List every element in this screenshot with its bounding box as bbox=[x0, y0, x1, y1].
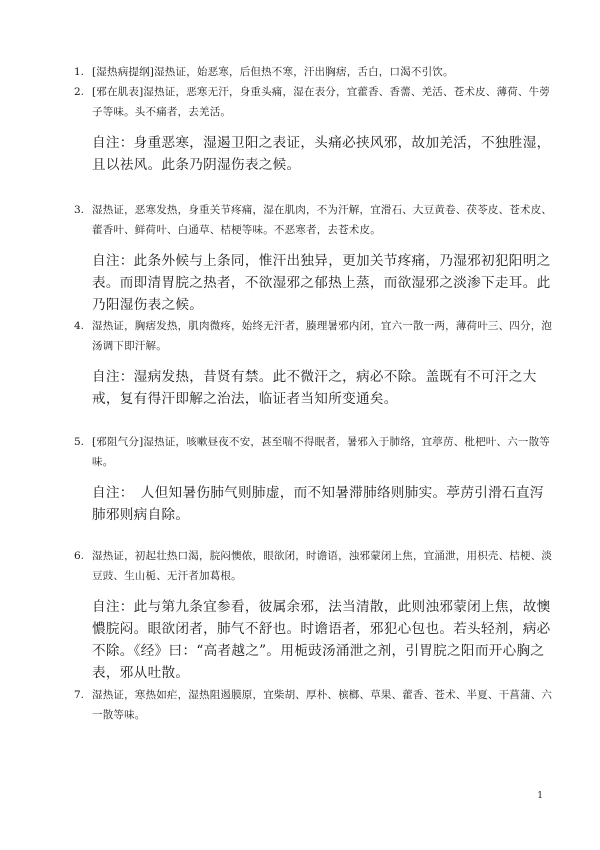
entry-text: [湿热病提纲]湿热证，始恶寒，后但热不寒，汗出胸痞，舌白，口渴不引饮。 bbox=[92, 66, 454, 78]
entry-number: 3. bbox=[74, 204, 85, 216]
entry-5 bbox=[74, 432, 554, 526]
entry-number: 5. bbox=[74, 436, 85, 448]
author-note: 自注：湿病发热，昔贤有禁。此不微汗之，病必不除。盖既有不可汗之大戒，复有得汗即解之治法，临证者当知所变通矣。 bbox=[92, 369, 537, 407]
page-number: 1 bbox=[537, 791, 543, 801]
entry-number: 1. bbox=[74, 66, 85, 78]
entry-number: 2. bbox=[74, 86, 85, 98]
entry-text: [邪阻气分]湿热证，咳嗽昼夜不安，甚至喘不得眠者，暑邪入于肺络，宜葶苈、枇杷叶、六一散等味。 bbox=[92, 436, 550, 468]
entry-number: 6. bbox=[74, 550, 85, 562]
author-note: 自注：身重恶寒，湿遏卫阳之表证，头痛必挟风邪，故加羌活，不独胜湿，且以祛风。此条乃阴湿伤表之候。 bbox=[92, 135, 551, 173]
entry-text: 湿热证，恶寒发热，身重关节疼痛，湿在肌肉，不为汗解，宜滑石、大豆黄卷、茯苓皮、苍术皮、藿香叶、鲜荷叶、白通草、桔梗等味。不恶寒者，去苍术皮。 bbox=[92, 204, 553, 236]
entry-6 bbox=[74, 546, 554, 684]
entry-2 bbox=[74, 82, 554, 176]
entry-7 bbox=[74, 685, 554, 725]
entry-text: 湿热证，初起壮热口渴，脘闷懊侬，眼欲闭，时谵语，浊邪蒙闭上焦，宜涌泄，用枳壳、桔梗、淡豆豉、生山栀、无汗者加葛根。 bbox=[92, 550, 553, 582]
author-note: 自注：此条外候与上条同，惟汗出独异，更加关节疼痛，乃湿邪初犯阳明之表。而即清胃脘之热者，不欲湿邪之郁热上蒸，而欲湿邪之淡渗下走耳。此乃阳湿伤表之候。 bbox=[92, 253, 551, 313]
entry-text: 湿热证，寒热如疟，湿热阻遏膜原，宜柴胡、厚朴、槟榔、草果、藿香、苍术、半夏、干菖蒲、六一散等味。 bbox=[92, 689, 553, 721]
entry-number: 7. bbox=[74, 689, 85, 701]
author-note: 自注：此与第九条宜参看，彼属余邪，法当清散，此则浊邪蒙闭上焦，故懊憹脘闷。眼欲闭者，肺气不舒也。时谵语者，邪犯心包也。若头轻剂，病必不除。《经》曰：“高者越之”。用栀豉汤涌泄之剂，引胃脘之阳而开心胸之表，邪从吐散。 bbox=[92, 599, 551, 681]
entry-3 bbox=[74, 200, 554, 316]
entry-1 bbox=[74, 62, 554, 82]
entry-text: [邪在肌表]湿热证，恶寒无汗，身重头痛，湿在表分，宜藿香、香薷、羌活、苍术皮、薄荷、牛蒡子等味。头不痛者，去羌活。 bbox=[92, 86, 550, 118]
entry-text: 湿热证，胸痞发热，肌肉微疼，始终无汗者，腠理暑邪内闭，宜六一散一两，薄荷叶三、四分，泡汤调下即汗解。 bbox=[92, 320, 553, 352]
entry-4 bbox=[74, 316, 554, 410]
author-note: 自注： 人但知暑伤肺气则肺虚，而不知暑滞肺络则肺实。葶苈引滑石直泻肺邪则病自除。 bbox=[92, 485, 544, 523]
entry-number: 4. bbox=[74, 320, 85, 332]
